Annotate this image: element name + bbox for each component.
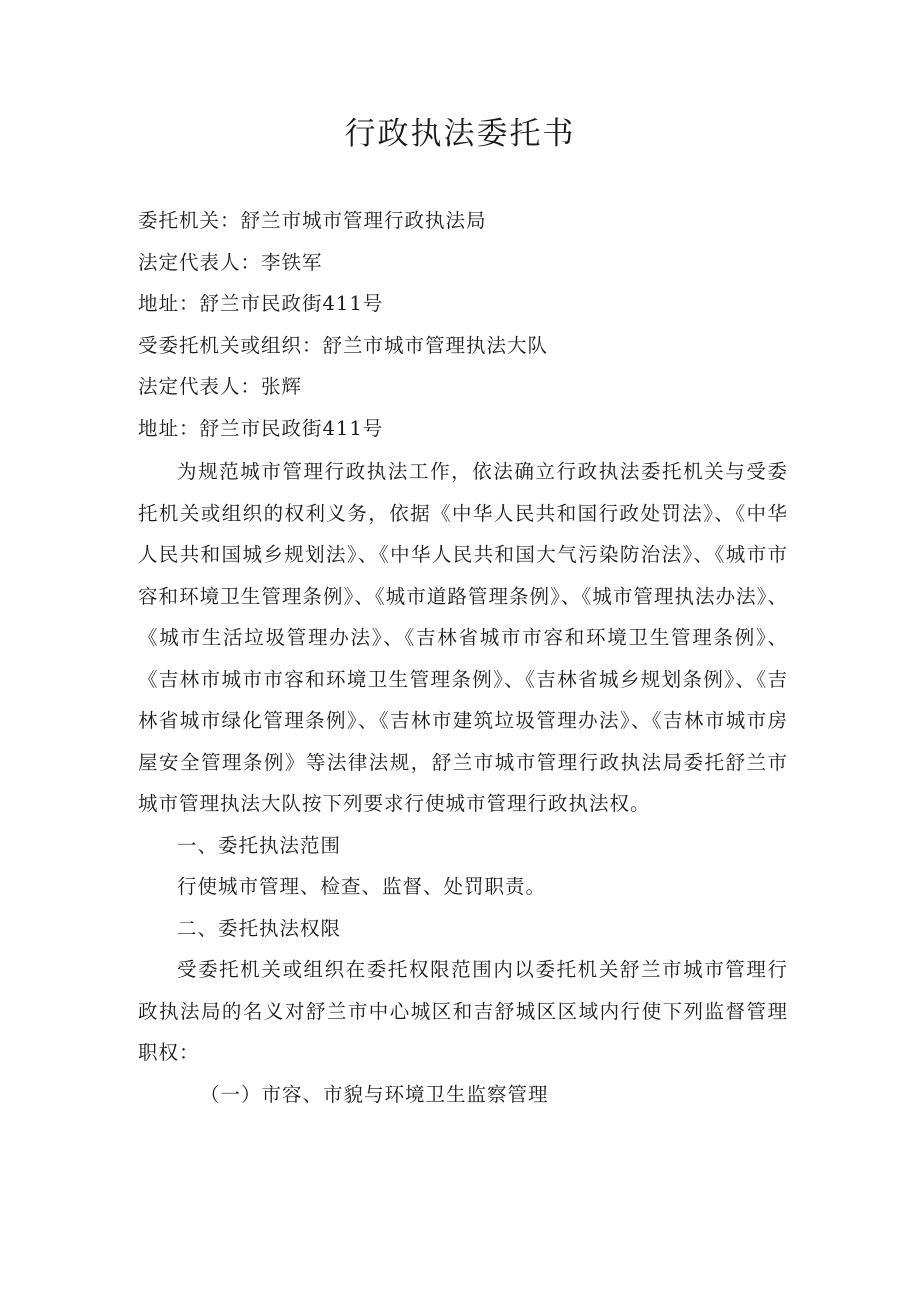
entrusted-organization-line: 受委托机关或组织：舒兰市城市管理执法大队 (138, 333, 549, 357)
subsection-heading-city-appearance: （一）市容、市貌与环境卫生监察管理 (200, 1082, 549, 1106)
entrusting-representative-line: 法定代表人：李铁军 (138, 250, 323, 274)
intro-paragraph: 为规范城市管理行政执法工作，依法确立行政执法委托机关与受委托机关或组织的权利义务，依据《中华人民共和国行政处罚法》、《中华人民共和国城乡规划法》、《中华人民共和国大气污染防治法》、《城市市容和环境卫生管理条例》、《城市道路管理条例》、《城市管理执法办法》、《城市生活垃圾管理办法》、《吉林省城市市容和环境卫生管理条例》、《吉林市城市市容和环境卫生管理条例》、《吉林省城乡规划条例》、《吉林省城市绿化管理条例》、《吉林市建筑垃圾管理办法》、《吉林市城市房屋安全管理条例》等法律法规，舒兰市城市管理行政执法局委托舒兰市城市管理执法大队按下列要求行使城市管理行政执法权。 (138, 460, 788, 815)
entrusted-address-line: 地址：舒兰市民政街411号 (138, 416, 384, 440)
section-text-scope: 行使城市管理、检查、监督、处罚职责。 (177, 875, 547, 898)
document-title: 行政执法委托书 (344, 116, 576, 152)
party-info-block (138, 200, 798, 449)
section-heading-authority: 二、委托执法权限 (177, 916, 342, 940)
section-heading-scope: 一、委托执法范围 (177, 833, 342, 857)
document-body (138, 451, 788, 1115)
entrusted-representative-line: 法定代表人：张辉 (138, 375, 303, 398)
entrusting-address-line: 地址：舒兰市民政街411号 (138, 292, 384, 315)
section-text-authority: 受委托机关或组织在委托权限范围内以委托机关舒兰市城市管理行政执法局的名义对舒兰市中心城区和吉舒城区区域内行使下列监督管理职权： (138, 958, 788, 1064)
entrusting-authority-line: 委托机关：舒兰市城市管理行政执法局 (138, 209, 487, 232)
